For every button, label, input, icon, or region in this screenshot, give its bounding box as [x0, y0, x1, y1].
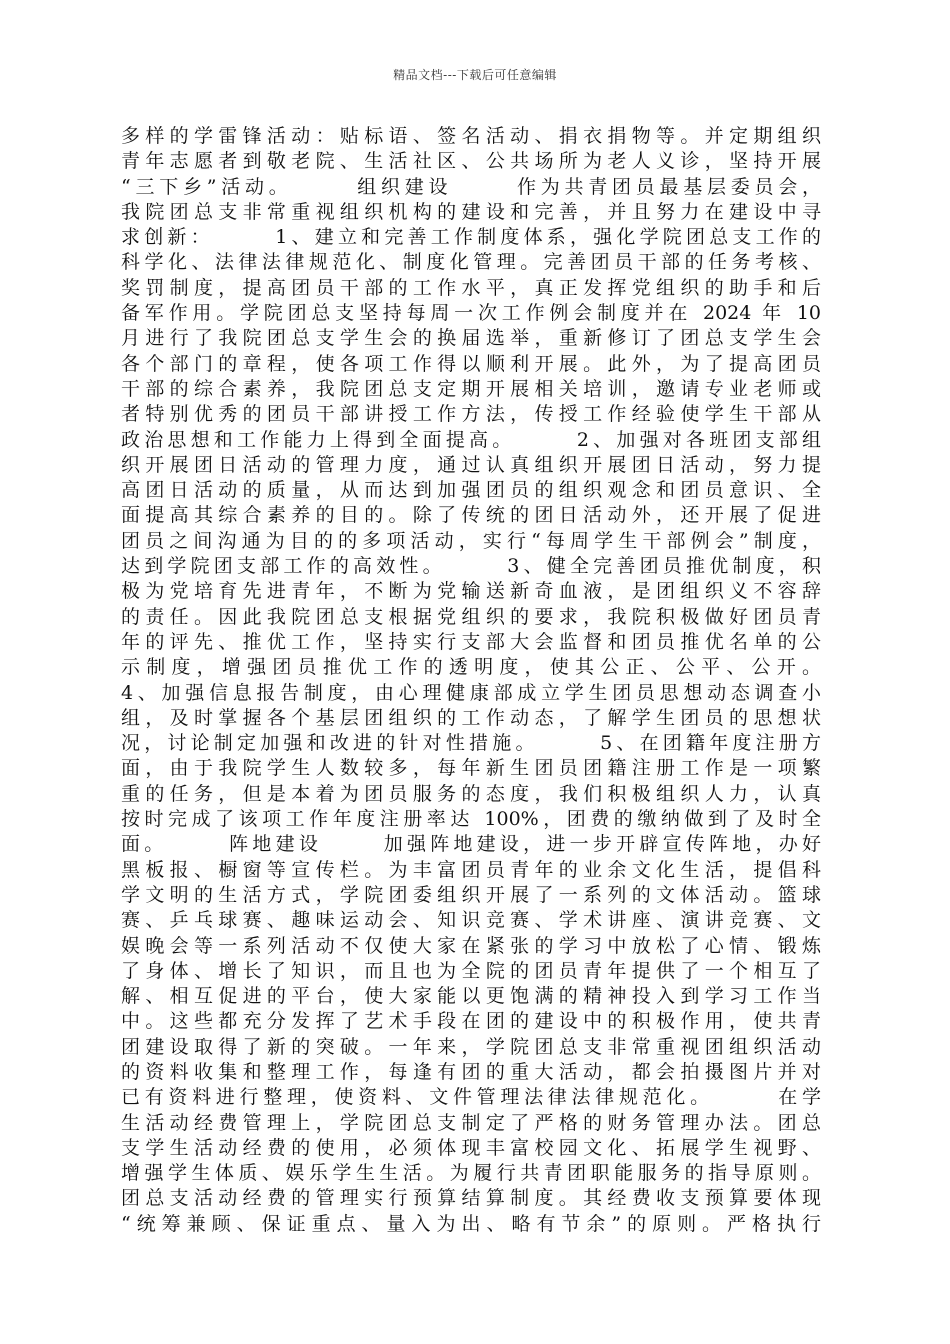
text-line: 奖罚制度，提高团员干部的工作水平，真正发挥党组织的助手和后	[121, 276, 821, 299]
text-line: 我院团总支非常重视组织机构的建设和完善，并且努力在建设中寻	[121, 200, 821, 223]
text-line: 面，由于我院学生人数较多，每年新生团员团籍注册工作是一项繁	[121, 757, 821, 780]
text-line: 月进行了我院团总支学生会的换届选举，重新修订了团总支学生会	[121, 327, 821, 350]
text-line: 年的评先、推优工作，坚持实行支部大会监督和团员推优名单的公	[121, 630, 821, 653]
text-line: 团建设取得了新的突破。一年来，学院团总支非常重视团组织活动	[121, 1035, 821, 1058]
text-line: 重的任务，但是本着为团员服务的态度，我们积极组织人力，认真	[121, 782, 821, 805]
text-line: 增强学生体质、娱乐学生生活。为履行共青团职能服务的指导原则。	[121, 1162, 821, 1185]
text-line: 科学化、法律法律规范化、制度化管理。完善团员干部的任务考核、	[121, 251, 821, 274]
page-header: 精品文档---下载后可任意编辑	[393, 68, 557, 82]
text-line: 织开展团日活动的管理力度，通过认真组织开展团日活动，努力提	[121, 453, 821, 476]
text-line: “三下乡”活动。 组织建设 作为共青团员最基层委员会，	[121, 175, 821, 198]
text-line: 黑板报、橱窗等宣传栏。为丰富团员青年的业余文化生活，提倡科	[121, 858, 821, 881]
text-line: 赛、乒乓球赛、趣味运动会、知识竞赛、学术讲座、演讲竞赛、文	[121, 909, 821, 932]
text-line: 已有资料进行整理，使资料、文件管理法律法律规范化。 在学	[121, 1086, 821, 1109]
text-line: 各个部门的章程，使各项工作得以顺利开展。此外，为了提高团员	[121, 352, 821, 375]
text-line: 面。 阵地建设 加强阵地建设，进一步开辟宣传阵地，办好	[121, 833, 821, 856]
text-line: 团员之间沟通为目的的多项活动，实行“每周学生干部例会”制度，	[121, 529, 821, 552]
text-line: 求创新： 1、建立和完善工作制度体系，强化学院团总支工作的	[121, 226, 821, 249]
text-line: 解、相互促进的平台，使大家能以更饱满的精神投入到学习工作当	[121, 985, 821, 1008]
text-line: 况，讨论制定加强和改进的针对性措施。 5、在团籍年度注册方	[121, 732, 821, 755]
text-line: 达到学院团支部工作的高效性。 3、健全完善团员推优制度，积	[121, 555, 821, 578]
document-body	[121, 124, 821, 1237]
text-line: 组，及时掌握各个基层团组织的工作动态，了解学生团员的思想状	[121, 706, 821, 729]
text-line: 生活动经费管理上，学院团总支制定了严格的财务管理办法。团总	[121, 1111, 821, 1134]
text-line: “统筹兼顾、保证重点、量入为出、略有节余”的原则。严格执行	[121, 1212, 821, 1235]
text-line: 娱晚会等一系列活动不仅使大家在紧张的学习中放松了心情、锻炼	[121, 934, 821, 957]
text-line: 干部的综合素养，我院团总支定期开展相关培训，邀请专业老师或	[121, 377, 821, 400]
text-line: 示制度，增强团员推优工作的透明度，使其公正、公平、公开。	[121, 656, 821, 679]
text-line: 备军作用。学院团总支坚持每周一次工作例会制度并在 2024 年 10	[121, 302, 821, 325]
text-line: 面提高其综合素养的目的。除了传统的团日活动外，还开展了促进	[121, 504, 821, 527]
text-line: 支学生活动经费的使用，必须体现丰富校园文化、拓展学生视野、	[121, 1136, 821, 1159]
text-line: 的资料收集和整理工作，每逢有团的重大活动，都会拍摄图片并对	[121, 1060, 821, 1083]
text-line: 的责任。因此我院团总支根据党组织的要求，我院积极做好团员青	[121, 605, 821, 628]
text-line: 了身体、增长了知识，而且也为全院的团员青年提供了一个相互了	[121, 959, 821, 982]
text-line: 高团日活动的质量，从而达到加强团员的组织观念和团员意识、全	[121, 479, 821, 502]
text-line: 政治思想和工作能力上得到全面提高。 2、加强对各班团支部组	[121, 428, 821, 451]
text-line: 者特别优秀的团员干部讲授工作方法，传授工作经验使学生干部从	[121, 403, 821, 426]
text-line: 团总支活动经费的管理实行预算结算制度。其经费收支预算要体现	[121, 1187, 821, 1210]
text-line: 4、加强信息报告制度，由心理健康部成立学生团员思想动态调查小	[121, 681, 821, 704]
text-line: 中。这些都充分发挥了艺术手段在团的建设中的积极作用，使共青	[121, 1010, 821, 1033]
text-line: 青年志愿者到敬老院、生活社区、公共场所为老人义诊，坚持开展	[121, 150, 821, 173]
text-line: 多样的学雷锋活动：贴标语、签名活动、捐衣捐物等。并定期组织	[121, 125, 821, 147]
text-line: 学文明的生活方式，学院团委组织开展了一系列的文体活动。篮球	[121, 883, 821, 906]
text-line: 按时完成了该项工作年度注册率达 100%，团费的缴纳做到了及时全	[121, 808, 821, 831]
text-line: 极为党培育先进青年，不断为党输送新奇血液，是团组织义不容辞	[121, 580, 821, 603]
